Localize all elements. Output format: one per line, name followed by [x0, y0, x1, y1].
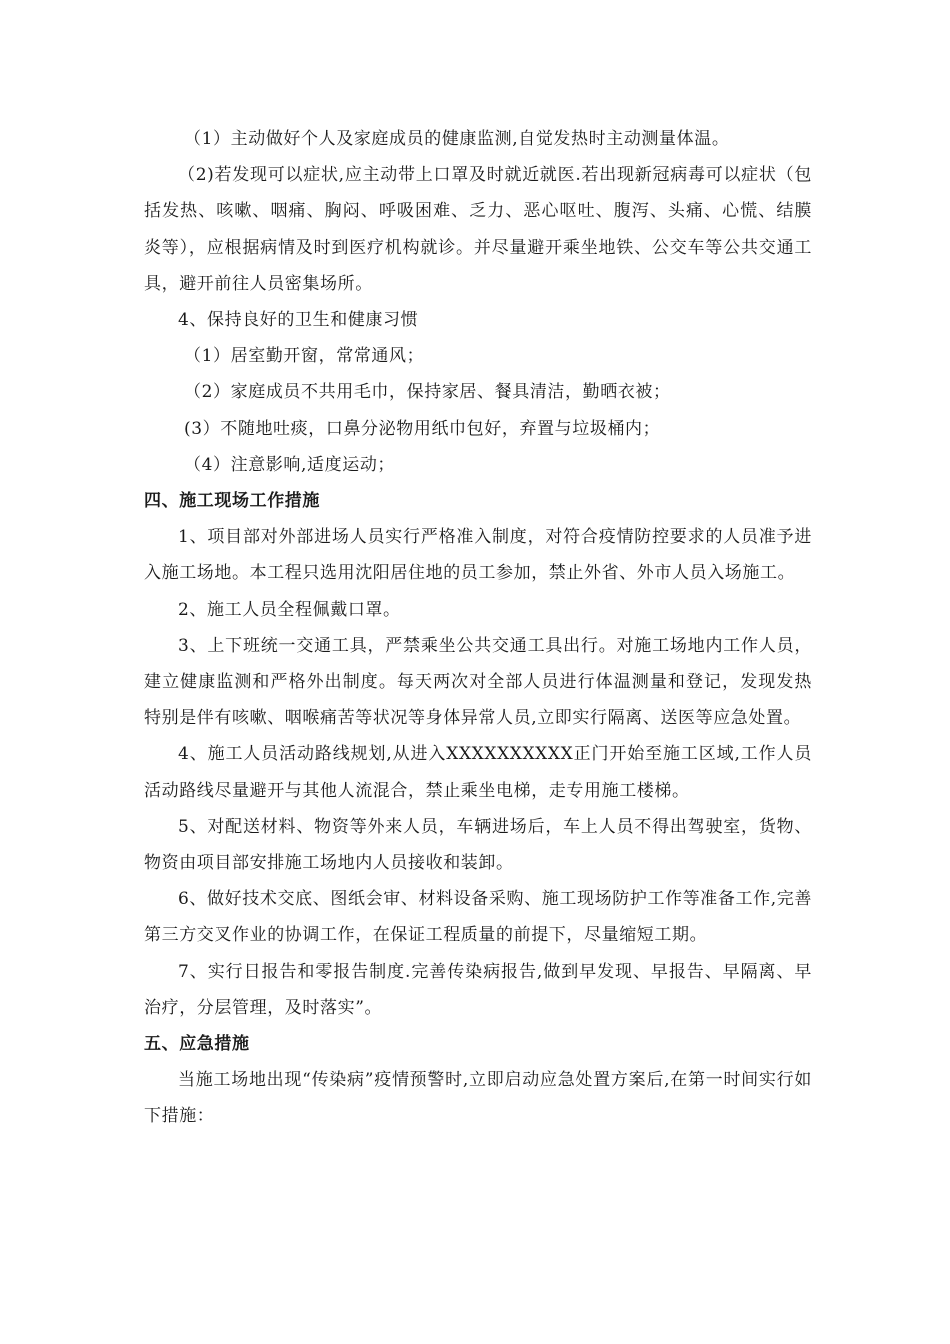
- paragraph-no-spitting: (3）不随地吐痰，口鼻分泌物用纸巾包好，弃置与垃圾桶内；: [184, 418, 661, 439]
- paragraph-entry-control: 1、项目部对外部进场人员实行严格准入制度，对符合疫情防控要求的人员准予进入施工场地。本工程只选用沈阳居住地的员工参加，禁止外省、外市人员入场施工。: [144, 527, 812, 584]
- paragraph-symptoms-medical: （2)若发现可以症状,应主动带上口罩及时就近就医.若出现新冠病毒可以症状（包括发热、咳嗽、咽痛、胸闷、呼吸困难、乏力、恶心呕吐、腹泻、头痛、心慌、结膜炎等），应根据病情及时到医疗机构就诊。并尽量避开乘坐地铁、公交车等公共交通工具，避开前往人员密集场所。: [144, 165, 812, 294]
- paragraph-ventilation: （1）居室勤开窗，常常通风；: [184, 346, 425, 367]
- paragraph-reporting: 7、实行日报告和零报告制度.完善传染病报告,做到早发现、早报告、早隔离、早治疗，分层管理，及时落实”。: [144, 961, 812, 1018]
- section-heading-emergency: 五、应急措施: [144, 1034, 250, 1055]
- paragraph-transport-monitoring: 3、上下班统一交通工具，严禁乘坐公共交通工具出行。对施工场地内工作人员，建立健康监测和严格外出制度。每天两次对全部人员进行体温测量和登记，发现发热特别是伴有咳嗽、咽喉痛苦等状况等身体异常人员,立即实行隔离、送医等应急处置。: [144, 635, 812, 729]
- document-body: [144, 121, 812, 1135]
- paragraph-deliveries: 5、对配送材料、物资等外来人员，车辆进场后，车上人员不得出驾驶室，货物、物资由项目部安排施工场地内人员接收和装卸。: [144, 816, 812, 874]
- paragraph-exercise: （4）注意影响,适度运动；: [184, 454, 396, 475]
- paragraph-health-monitoring: （1）主动做好个人及家庭成员的健康监测,自觉发热时主动测量体温。: [184, 129, 730, 149]
- paragraph-emergency-response: 当施工场地出现“传染病”疫情预警时,立即启动应急处置方案后,在第一时间实行如下措施：: [144, 1070, 812, 1127]
- paragraph-masks: 2、施工人员全程佩戴口罩。: [178, 599, 401, 620]
- section-heading-site-measures: 四、施工现场工作措施: [144, 491, 320, 512]
- paragraph-preparation: 6、做好技术交底、图纸会审、材料设备采购、施工现场防护工作等准备工作,完善第三方交叉作业的协调工作，在保证工程质量的前提下，尽量缩短工期。: [144, 889, 812, 946]
- paragraph-route-planning: 4、施工人员活动路线规划,从进入XXXXXXXXXX正门开始至施工区域,工作人员活动路线尽量避开与其他人流混合，禁止乘坐电梯，走专用施工楼梯。: [144, 744, 812, 801]
- paragraph-towels-clean: （2）家庭成员不共用毛巾，保持家居、餐具清洁，勤晒衣被；: [184, 382, 671, 403]
- paragraph-hygiene-habits: 4、保持良好的卫生和健康习惯: [178, 310, 419, 331]
